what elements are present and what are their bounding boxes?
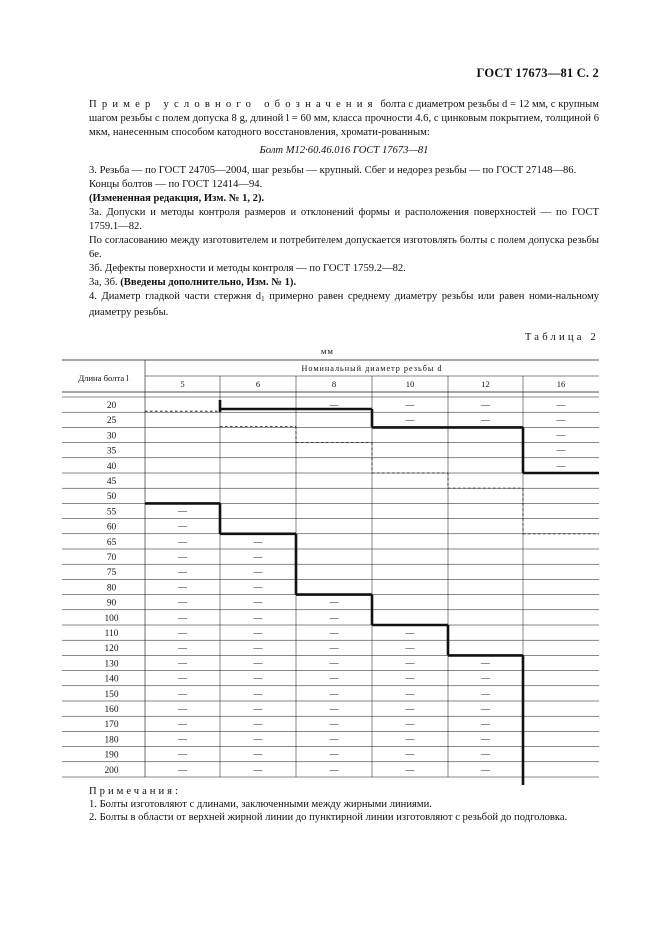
unavailable-dash: — — [556, 460, 566, 471]
unavailable-dash: — — [405, 703, 415, 714]
length-label: 100 — [104, 613, 119, 624]
unavailable-dash: — — [253, 566, 263, 577]
notes-heading: Примечания: — [89, 786, 181, 797]
page-header: ГОСТ 17673—81 С. 2 — [476, 66, 599, 80]
unavailable-dash: — — [253, 718, 263, 729]
unavailable-dash: — — [556, 414, 566, 425]
p4-subscript: 1 — [261, 295, 265, 303]
length-label: 25 — [106, 416, 117, 427]
unavailable-dash: — — [253, 703, 263, 714]
row-header-label: Длина болта l — [78, 373, 129, 383]
length-label: 20 — [106, 401, 117, 411]
unavailable-dash: — — [329, 733, 339, 744]
unavailable-dash: — — [481, 688, 490, 699]
unavailable-dash: — — [405, 627, 415, 638]
p4-part-a: 4. Диаметр гладкой части стержня d — [89, 291, 262, 302]
unavailable-dash: — — [178, 551, 187, 562]
length-label: 170 — [104, 720, 119, 731]
unavailable-dash: — — [178, 733, 187, 744]
diameter-label: 6 — [255, 379, 261, 389]
length-label: 90 — [106, 598, 117, 609]
amendment-bold: (Введены дополнительно, Изм. № 1). — [120, 277, 297, 288]
example-rest: болта с диаметром резьбы d = 12 мм, с крупным шагом резьбы с полем допуска 8 g, длиной l = 60 мм, класса прочности 4.6, с цинковым покрытием, толщиной 6 мкм, нанесенным способом катодного восстановления, хромати-рованным: — [89, 99, 599, 138]
unavailable-dash: — — [253, 612, 263, 623]
length-label: 70 — [106, 553, 117, 563]
unavailable-dash: — — [178, 505, 187, 516]
paragraph-3: 3. Резьба — по ГОСТ 24705—2004, шаг резьбы — крупный. Сбег и недорез резьбы — по ГОСТ 27148—86. — [89, 165, 577, 176]
unavailable-dash: — — [481, 399, 490, 410]
unavailable-dash: — — [481, 703, 490, 714]
unavailable-dash: — — [253, 536, 263, 547]
example-lead: Пример условного обозначения — [89, 99, 378, 110]
unavailable-dash: — — [178, 627, 187, 638]
length-label: 110 — [104, 629, 119, 639]
length-label: 65 — [106, 537, 117, 548]
unavailable-dash: — — [329, 657, 339, 668]
unavailable-dash: — — [253, 581, 263, 592]
diameter-group-label: Номинальный диаметр резьбы d — [301, 364, 443, 373]
unavailable-dash: — — [178, 764, 187, 775]
unavailable-dash: — — [329, 612, 339, 623]
amendment-note-1: (Измененная редакция, Изм. № 1, 2). — [89, 193, 265, 204]
diameter-label: 8 — [331, 379, 337, 389]
unavailable-dash: — — [253, 642, 263, 653]
unavailable-dash: — — [178, 581, 187, 592]
designation-example: Болт М12·60.46.016 ГОСТ 17673—81 — [259, 145, 429, 156]
unavailable-dash: — — [253, 673, 263, 684]
unavailable-dash: — — [405, 764, 415, 775]
diameter-label: 10 — [405, 379, 415, 389]
length-label: 50 — [106, 492, 117, 503]
diameter-label: 16 — [556, 379, 566, 389]
unavailable-dash: — — [405, 688, 415, 699]
unavailable-dash: — — [405, 733, 415, 744]
table-caption: Таблица 2 — [524, 332, 599, 343]
unavailable-dash: — — [405, 657, 415, 668]
unavailable-dash: — — [481, 414, 490, 425]
length-label: 35 — [106, 446, 117, 457]
unavailable-dash: — — [178, 521, 187, 532]
unavailable-dash: — — [405, 749, 415, 760]
unavailable-dash: — — [178, 688, 187, 699]
unavailable-dash: — — [481, 657, 490, 668]
length-label: 130 — [104, 659, 119, 670]
length-label: 80 — [106, 583, 117, 594]
length-label: 140 — [104, 674, 119, 685]
unavailable-dash: — — [329, 627, 339, 638]
unavailable-dash: — — [178, 597, 187, 608]
unavailable-dash: — — [329, 642, 339, 653]
length-label: 180 — [104, 735, 119, 746]
length-label: 190 — [104, 750, 119, 761]
length-label: 75 — [106, 568, 117, 579]
unavailable-dash: — — [178, 536, 187, 547]
diameter-label: 12 — [481, 379, 490, 389]
unavailable-dash: — — [405, 414, 415, 425]
length-label: 200 — [104, 765, 119, 776]
unavailable-dash: — — [329, 399, 339, 410]
unavailable-dash: — — [329, 703, 339, 714]
unavailable-dash: — — [253, 688, 263, 699]
unavailable-dash: — — [481, 764, 490, 775]
length-label: 160 — [104, 705, 119, 715]
unavailable-dash: — — [329, 688, 339, 699]
unavailable-dash: — — [253, 657, 263, 668]
unavailable-dash: — — [178, 657, 187, 668]
length-label: 40 — [106, 461, 117, 472]
unavailable-dash: — — [405, 673, 415, 684]
paragraph-3a: 3а. Допуски и методы контроля размеров и отклонений формы и расположения поверхностей — по ГОСТ 1759.1—82. — [89, 207, 599, 232]
length-label: 120 — [104, 644, 119, 655]
paragraph-3b: 3б. Дефекты поверхности и методы контроля — по ГОСТ 1759.2—82. — [89, 263, 406, 274]
unavailable-dash: — — [178, 703, 187, 714]
unavailable-dash: — — [329, 718, 339, 729]
unavailable-dash: — — [329, 764, 339, 775]
amendment-prefix: 3а, 3б. — [89, 277, 121, 288]
length-label: 30 — [106, 431, 117, 442]
unavailable-dash: — — [329, 673, 339, 684]
unavailable-dash: — — [556, 399, 566, 410]
length-label: 150 — [104, 689, 119, 700]
length-label: 60 — [106, 522, 117, 533]
paragraph-ends: Концы болтов — по ГОСТ 12414—94. — [89, 179, 263, 190]
note-1: 1. Болты изготовляют с длинами, заключенными между жирными линиями. — [89, 799, 432, 810]
unavailable-dash: — — [556, 445, 566, 456]
unavailable-dash: — — [253, 749, 263, 760]
unavailable-dash: — — [178, 749, 187, 760]
unavailable-dash: — — [178, 612, 187, 623]
unavailable-dash: — — [481, 718, 490, 729]
unavailable-dash: — — [253, 733, 263, 744]
unavailable-dash: — — [329, 749, 339, 760]
paragraph-agreement: По согласованию между изготовителем и потребителем допускается изготовлять болты с полем допуска резьбы 6е. — [89, 235, 599, 260]
p4-part-b: примерно равен среднему диаметру резьбы или равен номи-нальному диаметру резьбы. — [89, 291, 599, 318]
unavailable-dash: — — [178, 642, 187, 653]
length-label: 45 — [106, 477, 117, 487]
unavailable-dash: — — [253, 764, 263, 775]
unavailable-dash: — — [178, 566, 187, 577]
unavailable-dash: — — [253, 627, 263, 638]
unavailable-dash: — — [253, 551, 263, 562]
unavailable-dash: — — [253, 597, 263, 608]
unavailable-dash: — — [405, 642, 415, 653]
table-unit: мм — [321, 346, 334, 356]
unavailable-dash: — — [178, 673, 187, 684]
unavailable-dash: — — [481, 749, 490, 760]
unavailable-dash: — — [556, 429, 566, 440]
unavailable-dash: — — [405, 718, 415, 729]
unavailable-dash: — — [481, 673, 490, 684]
unavailable-dash: — — [405, 399, 415, 410]
length-label: 55 — [106, 507, 117, 518]
diameter-label: 5 — [180, 379, 185, 389]
notes — [89, 785, 609, 824]
note-2: 2. Болты в области от верхней жирной линии до пунктирной линии изготовляют с резьбой до подголовка. — [89, 812, 568, 823]
unavailable-dash: — — [481, 733, 490, 744]
unavailable-dash: — — [178, 718, 187, 729]
unavailable-dash: — — [329, 597, 339, 608]
